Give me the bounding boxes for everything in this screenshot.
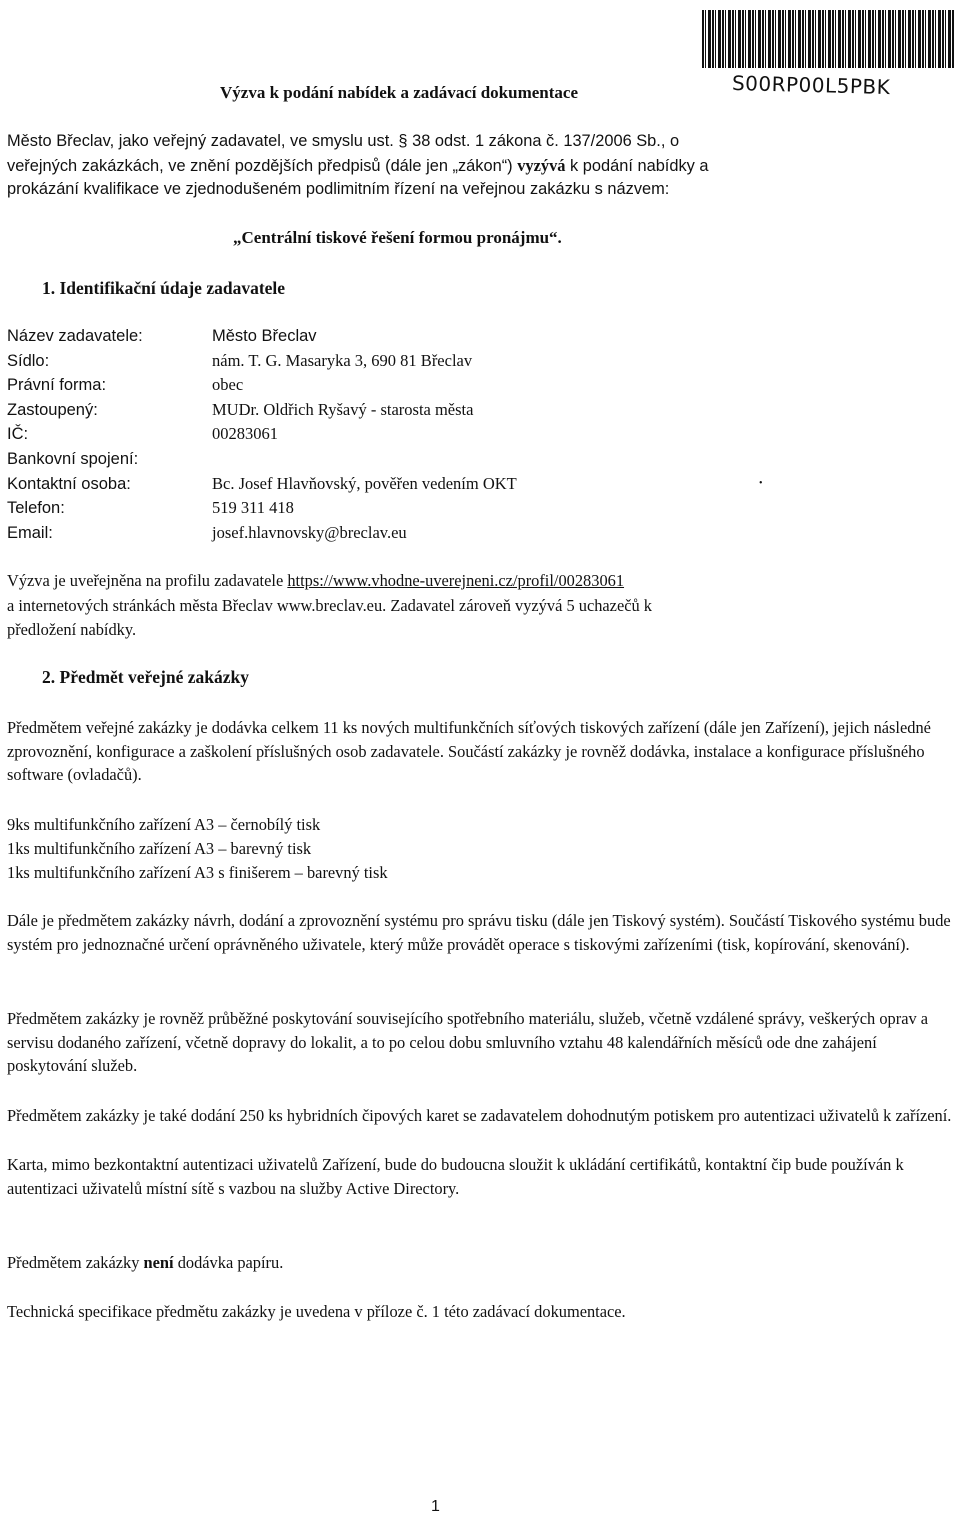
id-label: Název zadavatele: — [7, 327, 143, 345]
paper-text-bold: není — [143, 1253, 174, 1272]
section-2-heading: 2. Předmět veřejné zakázky — [42, 667, 250, 687]
subject-paragraph-5 — [7, 1251, 953, 1275]
id-value: Bc. Josef Hlavňovský, pověřen vedením OKT — [212, 473, 517, 493]
id-value: nám. T. G. Masaryka 3, 690 81 Břeclav — [212, 350, 473, 370]
id-row — [7, 373, 707, 398]
subject-paragraph-6: Technická specifikace předmětu zakázky je uvedena v příloze č. 1 této zadávací dokumentace. — [7, 1302, 626, 1321]
contract-name: „Centrální tiskové řešení formou pronájmu“. — [233, 228, 562, 247]
id-label: IČ: — [7, 425, 29, 444]
document-title: Výzva k podání nabídek a zadávací dokumentace — [220, 83, 578, 102]
id-row — [7, 521, 707, 546]
paper-text-c: dodávka papíru. — [173, 1253, 284, 1272]
email-link[interactable]: josef.hlavnovsky@breclav.eu — [212, 522, 407, 542]
id-value: obec — [212, 375, 244, 395]
device-item: 1ks multifunkčního zařízení A3 – barevný tisk — [7, 839, 312, 858]
barcode-code: S00RP00L5PBK — [731, 70, 891, 100]
device-item: 1ks multifunkčního zařízení A3 s finišerem – barevný tisk — [7, 863, 388, 882]
barcode-image — [702, 10, 954, 68]
publish-line-2: a internetových stránkách města Břeclav www.breclav.eu. Zadavatel zároveň vyzývá 5 uchazečů k — [7, 596, 652, 615]
id-label: Kontaktní osoba: — [7, 474, 131, 493]
device-item: 9ks multifunkčního zařízení A3 – černobílý tisk — [7, 815, 321, 834]
intro-line-2-bold: vyzývá — [517, 156, 566, 175]
subject-paragraph-4a: Předmětem zakázky je také dodání 250 ks hybridních čipových karet se zadavatelem dohodnutým potiskem pro autentizaci uživatelů k zařízení. — [7, 1106, 952, 1125]
id-label: Bankovní spojení: — [7, 449, 139, 468]
id-label: Právní forma: — [7, 376, 107, 395]
id-value: 00283061 — [212, 424, 278, 444]
id-label: Sídlo: — [7, 351, 50, 370]
publish-line-1 — [7, 569, 953, 593]
id-label: Zastoupený: — [7, 400, 98, 419]
intro-line-2 — [7, 154, 953, 179]
id-row — [7, 324, 707, 349]
id-value: Město Břeclav — [212, 327, 317, 345]
id-value: MUDr. Oldřich Ryšavý - starosta města — [212, 399, 474, 419]
subject-paragraph-4b: Karta, mimo bezkontaktní autentizaci uživatelů Zařízení, bude do budoucna sloužit k ukládání certifikátů, kontaktní čip bude používán k autentizaci uživatelů místní sítě s vazbou na služby Active Directory. — [7, 1155, 904, 1198]
subject-paragraph-3: Předmětem zakázky je rovněž průběžné poskytování souvisejícího spotřebního materiálu, služeb, včetně vzdálené správy, veškerých oprav a servisu dodaného zařízení, včetně dopravy do lokalit, a to po celou dobu smluvního vztahu 48 kalendářních měsíců ode dne zahájení poskytování služeb. — [7, 1009, 929, 1076]
id-row — [7, 447, 707, 472]
intro-line-2-c: k podání nabídky a — [565, 157, 709, 175]
identification-table — [7, 324, 707, 545]
id-row — [7, 422, 707, 447]
dot-mark: • — [759, 478, 763, 489]
intro-line-3: prokázání kvalifikace ve zjednodušeném podlimitním řízení na veřejnou zakázku s názvem: — [7, 180, 670, 198]
id-value — [212, 447, 707, 472]
id-row — [7, 472, 707, 497]
publish-text-a: Výzva je uveřejněna na profilu zadavatele — [7, 571, 288, 590]
id-row — [7, 349, 707, 374]
id-row — [7, 496, 707, 521]
paper-text-a: Předmětem zakázky — [7, 1253, 144, 1272]
id-value: 519 311 418 — [212, 498, 294, 518]
publish-line-3: předložení nabídky. — [7, 620, 137, 639]
intro-line-2-a: veřejných zakázkách, ve znění pozdějších předpisů (dále jen „zákon“) — [7, 157, 518, 175]
intro-line-1: Město Břeclav, jako veřejný zadavatel, ve smyslu ust. § 38 odst. 1 zákona č. 137/2006 Sb., o — [7, 132, 680, 150]
profile-link[interactable]: https://www.vhodne-uverejneni.cz/profil/00283061 — [287, 571, 625, 590]
subject-paragraph-1: Předmětem veřejné zakázky je dodávka celkem 11 ks nových multifunkčních síťových tiskových zařízení (dále jen Zařízení), jejich následné zprovoznění, konfigurace a zaškolení příslušných osob zadavatele. Součástí zakázky je rovněž dodávka, instalace a konfigurace příslušného software (ovladačů). — [7, 718, 931, 785]
id-label: Email: — [7, 523, 53, 542]
page-number: 1 — [431, 1498, 440, 1515]
id-row — [7, 398, 707, 423]
subject-paragraph-2: Dále je předmětem zakázky návrh, dodání a zprovoznění systému pro správu tisku (dále jen Tiskový systém). Součástí Tiskového systému bude systém pro jednoznačné určení oprávněného uživatele, který může provádět operace s tiskovými zařízeními (tisk, kopírování, skenování). — [7, 911, 951, 954]
section-1-heading: 1. Identifikační údaje zadavatele — [42, 278, 286, 298]
id-label: Telefon: — [7, 499, 65, 518]
